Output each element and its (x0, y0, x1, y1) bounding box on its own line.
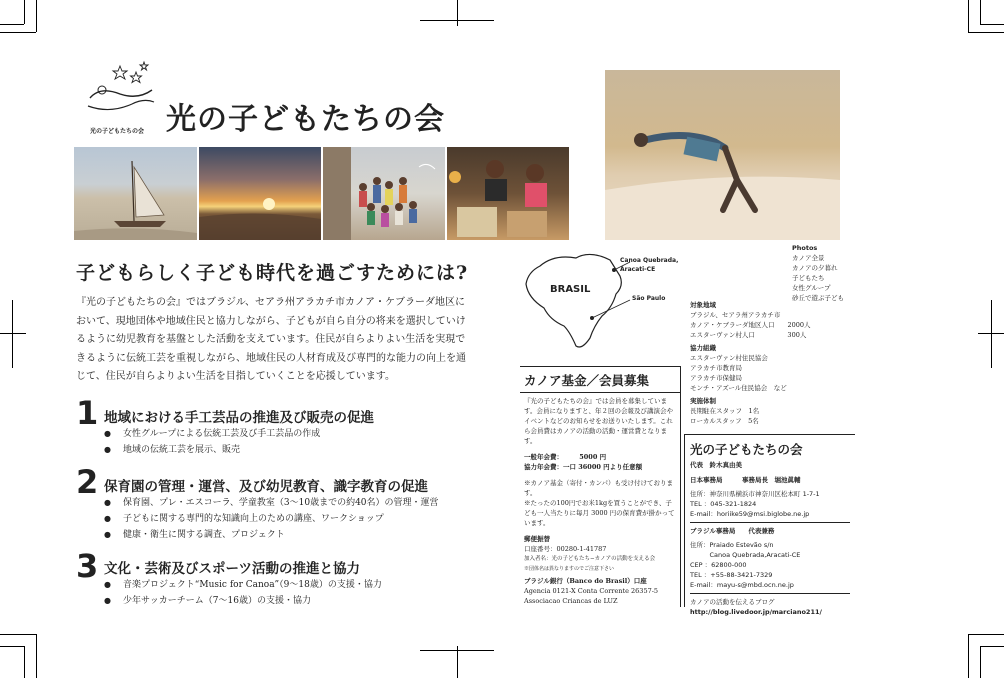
brazil-address-2: Canoa Quebrada,Aracati-CE (690, 551, 801, 559)
section-number: 1 (76, 394, 99, 432)
japan-office: 日本事務局 事務局長 堀池眞輔 (690, 476, 801, 484)
section-number: 2 (76, 463, 99, 501)
photos-caption-item: 子どもたち (792, 274, 825, 282)
crop-mark (24, 646, 25, 678)
japan-tel: TEL ：045-321-1824 (690, 500, 757, 508)
photos-caption-item: カノア全景 (792, 254, 825, 262)
section-title: 文化・芸術及びスポーツ活動の推進と協力 (104, 561, 360, 577)
bank-heading: ブラジル銀行（Banco do Brasil）口座 (524, 577, 647, 585)
photos-caption-title: Photos (792, 244, 818, 252)
crop-mark (457, 0, 458, 26)
membership-note: ※たったの100円でお米1kgを買うことができ、子ども一人当たりに毎月 3000 円の保育費が掛かっています。 (524, 499, 675, 527)
photo-children (323, 147, 445, 240)
crop-mark (457, 646, 458, 678)
list-item: ● 少年サッカーチーム（7〜16歳）の支援・協力 (104, 593, 311, 609)
japan-email[interactable]: E-mail：horiike59@msi.biglobe.ne.jp (690, 510, 810, 518)
crop-mark (980, 0, 981, 24)
photo-sunset (199, 147, 321, 240)
section-title: 地域における手工芸品の推進及び販売の促進 (104, 410, 374, 426)
japan-address: 住所：神奈川県横浜市神奈川区松本町 1-7-1 (690, 490, 820, 498)
blog-link[interactable]: http://blog.livedoor.jp/marciano211/ (690, 608, 822, 616)
membership-rule (520, 392, 681, 393)
partners-line: エスターヴァン村住民協会 (690, 354, 768, 362)
crop-mark (12, 300, 13, 368)
photos-caption (792, 243, 872, 303)
list-item: ● 子どもに関する専門的な知識向上のための講座、ワークショップ (104, 511, 384, 527)
staff-heading: 実施体制 (690, 397, 716, 405)
support-fee: 協力年会費：一口 36000 円より任意額 (524, 463, 643, 471)
crop-mark (980, 646, 1004, 647)
partners-line: モンチ・アズール住民協会 など (690, 384, 787, 392)
org-rep: 代表 鈴木真由美 (690, 461, 742, 469)
partners-line: アラカチ市保健局 (690, 374, 742, 382)
page-title: 光の子どもたちの会 (166, 102, 445, 137)
staff-line: 長期駐在スタッフ 1名 (690, 407, 760, 415)
logo (80, 60, 160, 140)
crop-mark (980, 24, 1004, 25)
photo-canoa-beach (74, 147, 197, 240)
crop-mark (24, 0, 25, 24)
photo-dune-child (605, 70, 840, 240)
brazil-email[interactable]: E-mail：mayu-s@mbd.ocn.ne.jp (690, 581, 794, 589)
brazil-map (520, 246, 690, 356)
postal-note: ※団体名は異なりますのでご注意下さい (524, 566, 615, 572)
section-number: 3 (76, 547, 99, 585)
membership-note: ※カノア基金（寄付・カンパ）も受け付けております。 (524, 479, 674, 497)
project-info (690, 300, 850, 426)
map-label-canoa: Canoa Quebrada, (620, 257, 679, 264)
crop-mark (36, 0, 37, 32)
membership-content (524, 396, 676, 606)
crop-mark (36, 634, 37, 678)
brazil-tel: TEL ：+55-88-3421-7329 (690, 571, 773, 579)
map-label-saopaulo: São Paulo (632, 295, 666, 302)
crop-mark (0, 646, 24, 647)
list-item: ● 音楽プロジェクト“Music for Canoa”（9〜18歳）の支援・協力 (104, 577, 382, 593)
general-fee: 一般年会費： 5000 円 (524, 453, 607, 461)
crop-mark (968, 634, 969, 678)
list-item: ● 女性グループによる伝統工芸及び手工芸品の作成 (104, 426, 320, 442)
org-divider (690, 522, 850, 523)
membership-body: 『光の子どもたちの会』では会員を募集しています。会員になりますと、年２回の会報及び講演会やイベントなどのお知らせをお送りいたします。これら会員費はカノアの活動の活動・運営費となります。 (524, 397, 673, 445)
list-item: ● 地域の伝統工芸を展示、販売 (104, 442, 240, 458)
crop-mark (968, 0, 969, 32)
crop-mark (0, 333, 26, 334)
crop-mark (0, 634, 36, 635)
postal-number: 口座番号：00280-1-41787 (524, 545, 607, 553)
section-title: 保育園の管理・運営、及び幼児教育、識字教育の促進 (104, 479, 428, 495)
map-country-label: BRASIL (550, 284, 591, 295)
brazil-cep: CEP ：62800-000 (690, 561, 747, 569)
region-line: エスターヴァン村人口 300人 (690, 331, 807, 339)
org-divider (690, 593, 850, 594)
org-details (690, 460, 850, 617)
list-item: ● 健康・衛生に関する調査、プロジェクト (104, 527, 285, 543)
region-heading: 対象地域 (690, 301, 716, 309)
org-name: 光の子どもたちの会 (690, 442, 803, 457)
postal-heading: 郵便振替 (524, 535, 550, 543)
logo-icon (80, 60, 160, 124)
intro-paragraph: 『光の子どもたちの会』ではブラジル、セアラ州アラカチ市カノア・ケブラーダ地区において、現地団体や地域住民と協力しながら、子どもが自ら自分の将来を選択していけるように幼児教育を基盤とした活動を支えています。住民が自らよりよい生活を実現できるように伝統工芸を重視しながら、地域住民の人材育成及び専門的な能力の向上を通じて、住民が自らよりよい生活を目指していくことを応援しています。 (76, 297, 466, 382)
bank-name: Associacao Criancas de LUZ (524, 597, 618, 605)
photos-caption-item: カノアの夕暮れ (792, 264, 838, 272)
staff-line: ローカルスタッフ 5名 (690, 417, 759, 425)
partners-line: アラカチ市教育局 (690, 364, 742, 372)
map-label-canoa-2: Aracati-CE (620, 266, 656, 273)
crop-mark (0, 24, 24, 25)
logo-caption: 光の子どもたちの会 (90, 128, 145, 135)
headline: 子どもらしく子ども時代を過ごすためには? (76, 262, 469, 284)
postal-name: 加入者名：光の子どもたち−カノアの活動を支える会 (524, 556, 656, 562)
bank-account: Agencia 0121-X Conta Corrente 26357-5 (524, 587, 659, 595)
brazil-office: ブラジル事務局 代表兼務 (690, 527, 775, 535)
crop-mark (968, 634, 1004, 635)
list-item: ● 保育園、プレ・エスコーラ、学童教室（3〜10歳までの約40名）の管理・運営 (104, 495, 439, 511)
photos-caption-item: 女性グループ (792, 284, 831, 292)
crop-mark (968, 32, 1004, 33)
crop-mark (980, 646, 981, 678)
blog-label: カノアの活動を伝えるブログ (690, 598, 775, 606)
brazil-address: 住所：Praiado Estevão s/n (690, 541, 774, 549)
photos-caption-item: 砂丘で遊ぶ子ども (792, 294, 844, 302)
region-line: カノア・ケブラーダ地区人口 2000人 (690, 321, 811, 329)
crop-mark (0, 32, 36, 33)
photo-women-group (447, 147, 569, 240)
region-line: ブラジル、セアラ州アラカチ市 (690, 311, 781, 319)
partners-heading: 協力組織 (690, 344, 716, 352)
membership-heading: カノア基金／会員募集 (524, 373, 650, 388)
crop-mark (991, 300, 992, 368)
